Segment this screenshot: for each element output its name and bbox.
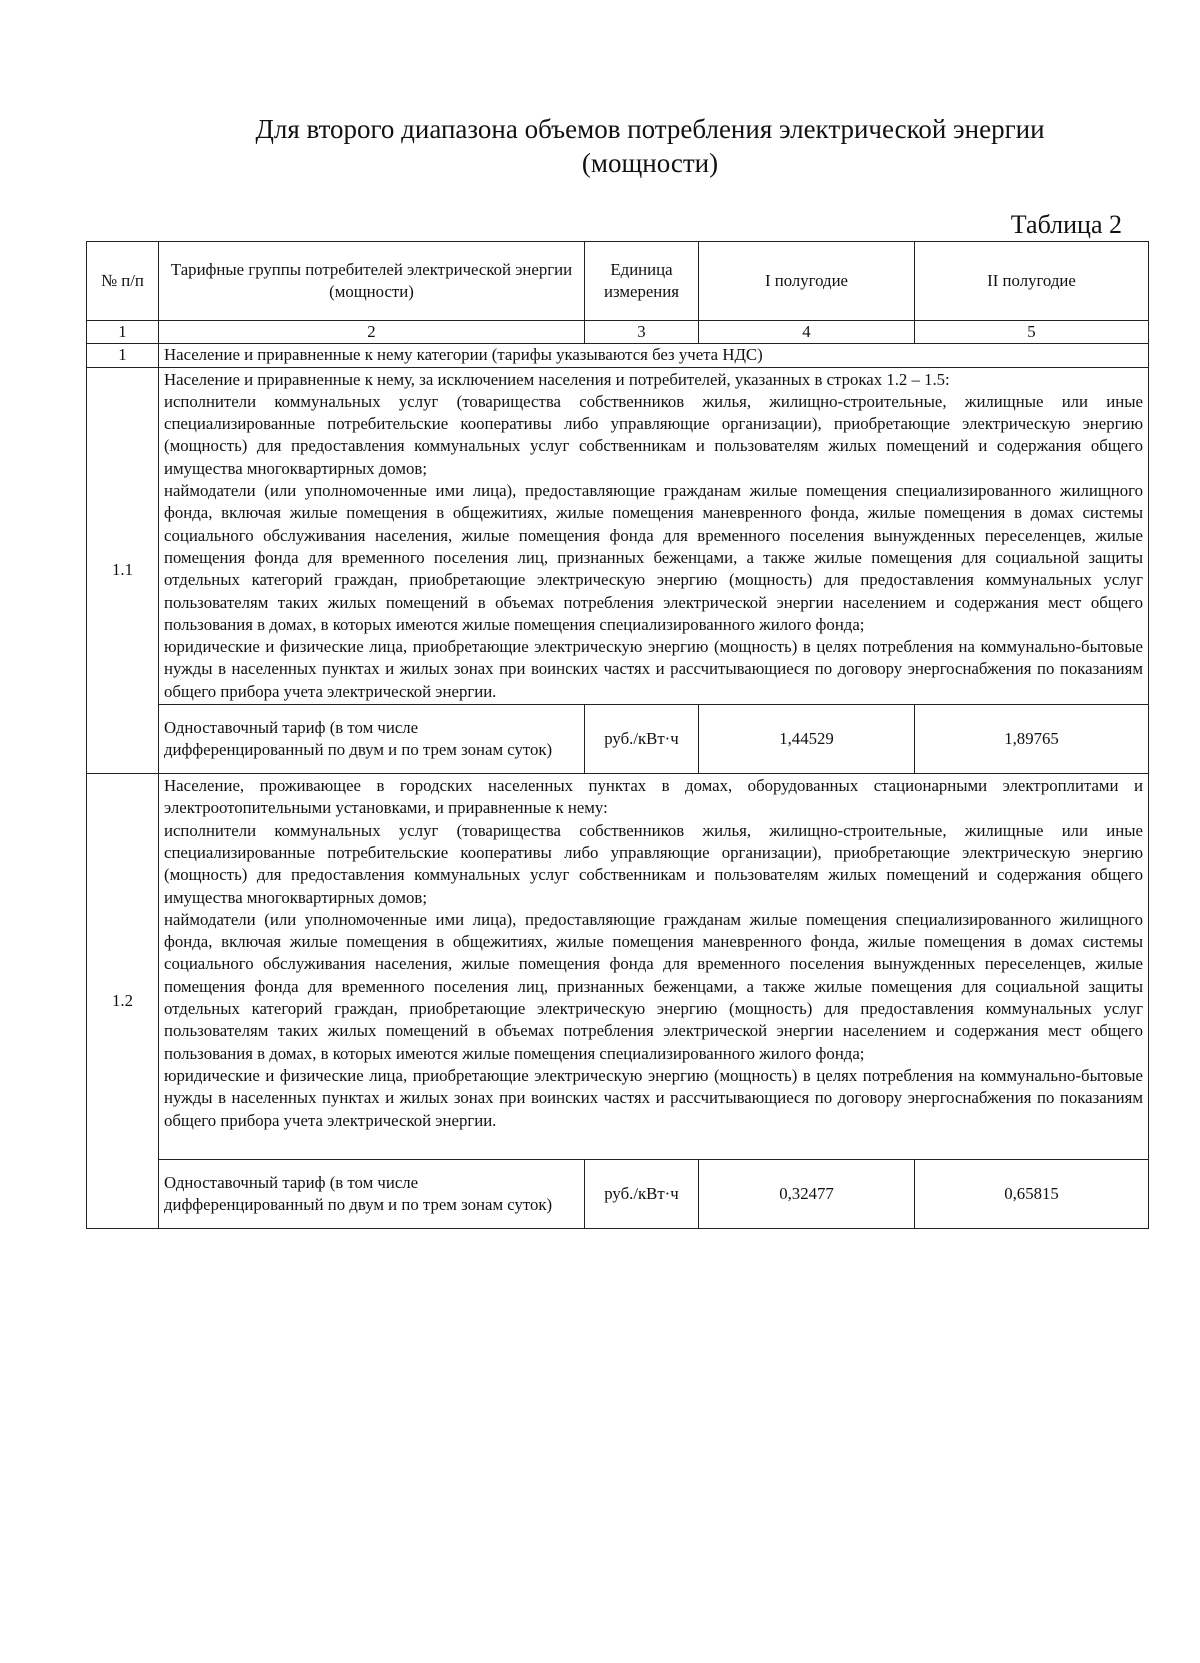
row-number: 1.2 [87, 774, 159, 1229]
description-paragraph: исполнители коммунальных услуг (товарищества собственников жилья, жилищно-строительные, жилищные или иные специализированные потребительские кооперативы либо управляющие организации), приобретающие электрическую энергию (мощность) для предоставления коммунальных услуг собственникам и пользователям жилых помещений и содержания общего имущества многоквартирных домов; [164, 820, 1143, 907]
description-paragraph: наймодатели (или уполномоченные ими лица), предоставляющие гражданам жилые помещения специализированного жилищного фонда, включая жилые помещения в общежитиях, жилые помещения маневренного фонда, жилые помещения в домах системы социального обслуживания населения, жилые помещения фонда для временного поселения вынужденных переселенцев, жилые помещения фонда для временного поселения лиц, признанных беженцами, а также жилые помещения для социальной защиты отдельных категорий граждан, приобретающие электрическую энергию (мощность) для предоставления коммунальных услуг пользователям таких жилых помещений в объемах потребления электрической энергии населением и содержания мест общего пользования в домах, в которых имеются жилые помещения специализированного жилого фонда; [164, 909, 1143, 1063]
tariff-row [87, 705, 1149, 774]
tariff-second-half-value: 0,65815 [915, 1159, 1149, 1228]
column-number: 2 [159, 321, 585, 344]
row-number: 1.1 [87, 367, 159, 773]
column-number: 3 [585, 321, 699, 344]
header-unit: Единица измерения [585, 242, 699, 321]
tariff-name: Одноставочный тариф (в том числе дифференцированный по двум и по трем зонам суток) [159, 1159, 585, 1228]
tariff-first-half-value: 0,32477 [699, 1159, 915, 1228]
description-paragraph: Население, проживающее в городских населенных пунктах в домах, оборудованных стационарными электроплитами и электроотопительными установками, и приравненные к нему: [164, 776, 1143, 818]
header-number: № п/п [87, 242, 159, 321]
section-row [87, 344, 1149, 367]
tariff-table [86, 241, 1149, 1229]
heading-line-1: Для второго диапазона объемов потребления электрической энергии [255, 114, 1045, 144]
heading-line-2: (мощности) [581, 148, 719, 178]
header-first-half: I полугодие [699, 242, 915, 321]
tariff-unit: руб./кВт·ч [585, 705, 699, 774]
table-caption: Таблица 2 [1010, 210, 1122, 239]
tariff-first-half-value: 1,44529 [699, 705, 915, 774]
section-number: 1 [87, 344, 159, 367]
description-paragraph: юридические и физические лица, приобретающие электрическую энергию (мощность) в целях потребления на коммунально-бытовые нужды в населенных пунктах и жилых зонах при воинских частях и рассчитывающиеся по договору энергоснабжения по показаниям общего прибора учета электрической энергии. [164, 637, 1143, 701]
header-second-half: II полугодие [915, 242, 1149, 321]
document-heading [150, 112, 1150, 180]
header-tariff-group: Тарифные группы потребителей электрической энергии (мощности) [159, 242, 585, 321]
tariff-row [87, 1159, 1149, 1228]
row-description [159, 774, 1149, 1160]
header-row [87, 242, 1149, 321]
row-description [159, 367, 1149, 704]
tariff-name: Одноставочный тариф (в том числе дифференцированный по двум и по трем зонам суток) [159, 705, 585, 774]
description-paragraph: наймодатели (или уполномоченные ими лица), предоставляющие гражданам жилые помещения специализированного жилищного фонда, включая жилые помещения в общежитиях, жилые помещения маневренного фонда, жилые помещения в домах системы социального обслуживания населения, жилые помещения фонда для временного поселения вынужденных переселенцев, жилые помещения фонда для временного поселения лиц, признанных беженцами, а также жилые помещения для социальной защиты отдельных категорий граждан, приобретающие электрическую энергию (мощность) для предоставления коммунальных услуг пользователям таких жилых помещений в объемах потребления электрической энергии населением и содержания мест общего пользования в домах, в которых имеются жилые помещения специализированного жилого фонда; [164, 481, 1143, 634]
section-title: Население и приравненные к нему категории (тарифы указываются без учета НДС) [159, 344, 1149, 367]
description-spacer [164, 1132, 1143, 1158]
tariff-unit: руб./кВт·ч [585, 1159, 699, 1228]
column-number: 5 [915, 321, 1149, 344]
description-paragraph: Население и приравненные к нему, за исключением населения и потребителей, указанных в строках 1.2 – 1.5: [164, 369, 950, 389]
table-row [87, 367, 1149, 704]
column-number: 4 [699, 321, 915, 344]
description-paragraph: исполнители коммунальных услуг (товарищества собственников жилья, жилищно-строительные, жилищные или иные специализированные потребительские кооперативы либо управляющие организации), приобретающие электрическую энергию (мощность) для предоставления коммунальных услуг собственникам и пользователям жилых помещений и содержания общего имущества многоквартирных домов; [164, 391, 1143, 478]
description-paragraph: юридические и физические лица, приобретающие электрическую энергию (мощность) в целях потребления на коммунально-бытовые нужды в населенных пунктах и жилых зонах при воинских частях и рассчитывающиеся по договору энергоснабжения по показаниям общего прибора учета электрической энергии. [164, 1065, 1143, 1130]
column-number: 1 [87, 321, 159, 344]
table-row [87, 774, 1149, 1160]
tariff-second-half-value: 1,89765 [915, 705, 1149, 774]
column-number-row [87, 321, 1149, 344]
